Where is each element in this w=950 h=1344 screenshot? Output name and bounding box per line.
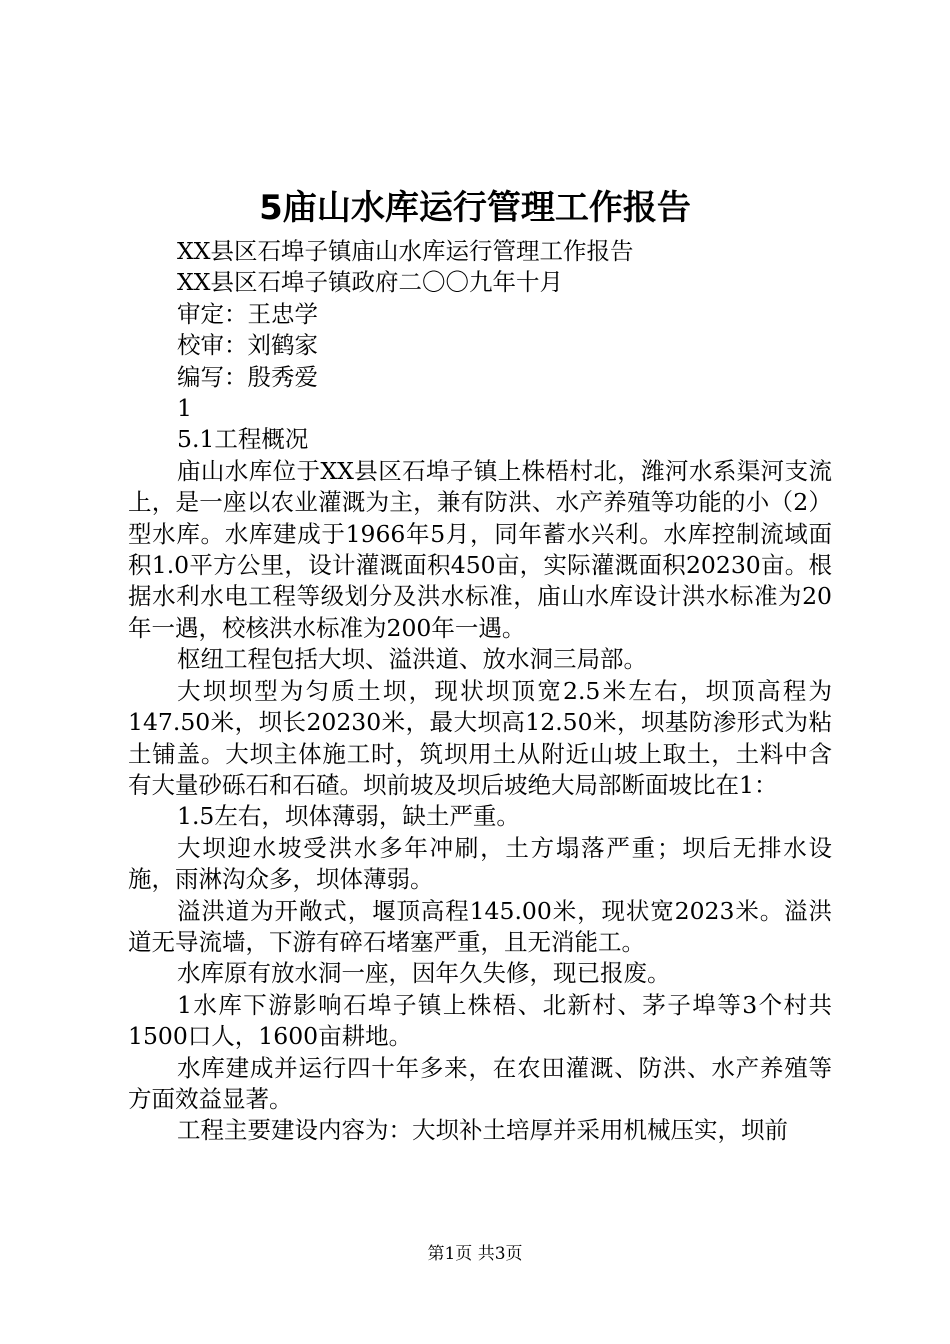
- paragraph-construction-content: 工程主要建设内容为：大坝补土培厚并采用机械压实，坝前: [177, 1116, 788, 1145]
- page-title: 5庙山水库运行管理工作报告: [259, 188, 691, 228]
- paragraph-overview: 庙山水库位于XX县区石埠子镇上株梧村北，潍河水系渠河支流上，是一座以农业灌溉为主，兼有防洪、水产养殖等功能的小（2）型水库。水库建成于1966年5月，同年蓄水兴利。水库控制流域面积1.0平方公里，设计灌溉面积450亩，实际灌溉面积20230亩。根据水利水电工程等级划分及洪水标准，庙山水库设计洪水标准为20年一遇，校核洪水标准为200年一遇。: [128, 456, 832, 642]
- header-line-issuer-date: XX县区石埠子镇政府二〇〇九年十月: [177, 268, 563, 297]
- paragraph-hub-components: 枢纽工程包括大坝、溢洪道、放水洞三局部。: [177, 645, 647, 674]
- paragraph-downstream-impact: 1水库下游影响石埠子镇上株梧、北新村、茅子埠等3个村共1500口人，1600亩耕地。: [128, 990, 832, 1051]
- header-line-report-name: XX县区石埠子镇庙山水库运行管理工作报告: [177, 237, 634, 265]
- paragraph-dam-erosion: 大坝迎水坡受洪水多年冲刷，土方塌落严重；坝后无排水设施，雨淋沟众多，坝体薄弱。: [128, 833, 832, 894]
- header-line-approver: 审定：王忠学: [177, 299, 318, 328]
- paragraph-benefits: 水库建成并运行四十年多来，在农田灌溉、防洪、水产养殖等方面效益显著。: [128, 1053, 832, 1113]
- header-line-author: 编写：殷秀爱: [177, 362, 318, 391]
- page-footer: 第1页 共3页: [427, 1244, 523, 1264]
- section-number: 1: [177, 394, 192, 423]
- document-body: [128, 236, 832, 1147]
- paragraph-slope-ratio: 1.5左右，坝体薄弱，缺土严重。: [177, 802, 520, 831]
- paragraph-spillway: 溢洪道为开敞式，堰顶高程145.00米，现状宽2023米。溢洪道无导流墙，下游有碎石堵塞严重，且无消能工。: [128, 896, 832, 956]
- paragraph-outlet-tunnel: 水库原有放水洞一座，因年久失修，现已报废。: [177, 959, 671, 988]
- section-heading: 5.1工程概况: [177, 425, 309, 454]
- header-line-reviewer: 校审：刘鹤家: [177, 331, 318, 360]
- paragraph-dam-description: 大坝坝型为匀质土坝，现状坝顶宽2.5米左右，坝顶高程为147.50米，坝长20230米，最大坝高12.50米，坝基防渗形式为粘土铺盖。大坝主体施工时，筑坝用土从附近山坡上取土，土料中含有大量砂砾石和石碴。坝前坡及坝后坡绝大局部断面坡比在1：: [128, 676, 832, 799]
